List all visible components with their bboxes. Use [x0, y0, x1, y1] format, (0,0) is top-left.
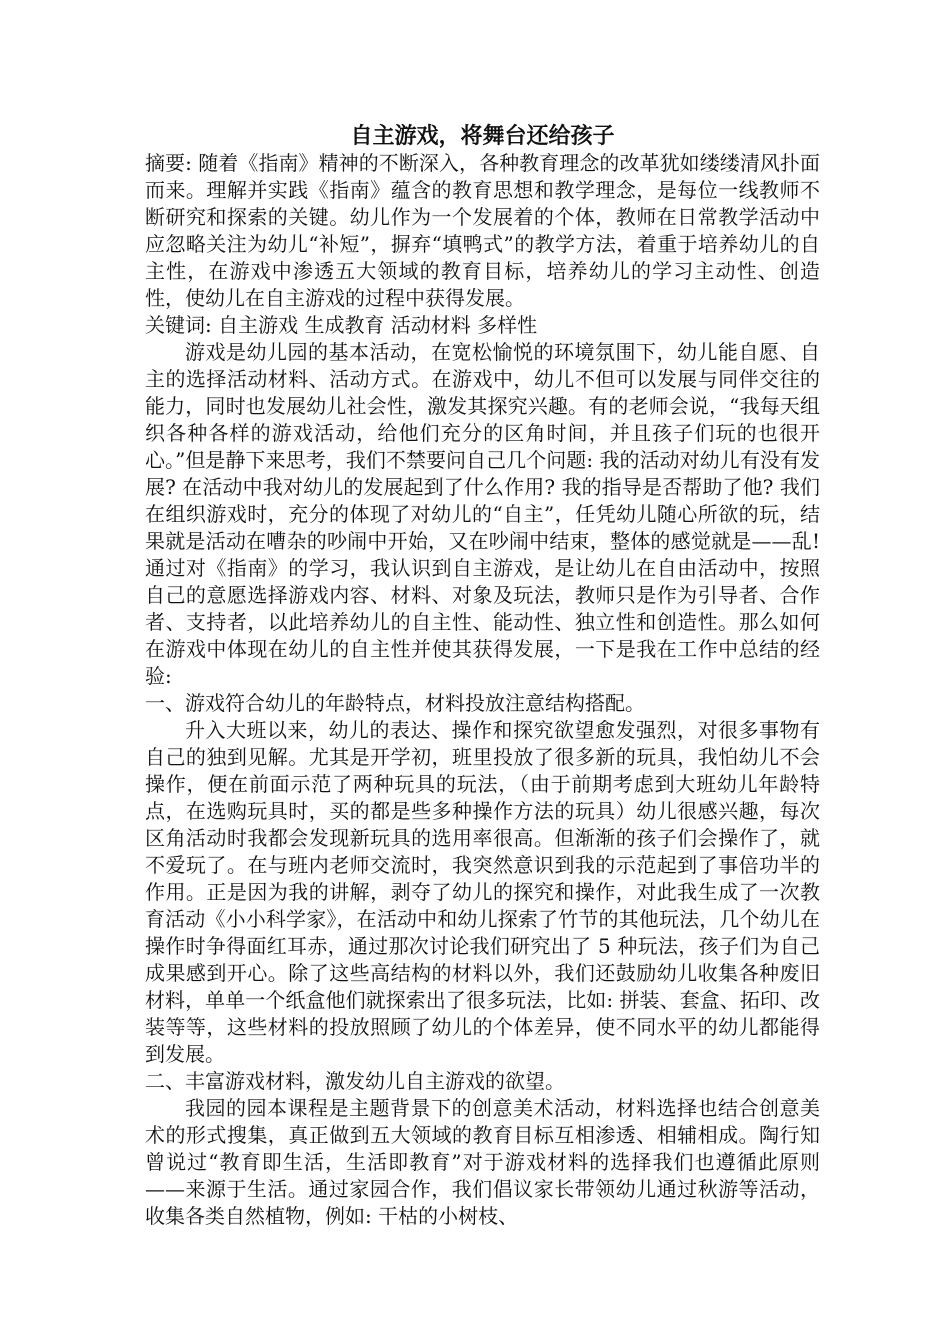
section-2-paragraph: 我园的园本课程是主题背景下的创意美术活动，材料选择也结合创意美术的形式搜集，真正做到五大领域的教育目标互相渗透、相辅相成。陶行知曾说过“教育即生活，生活即教育”对于游戏材料的选择我们也遵循此原则——来源于生活。通过家园合作，我们倡议家长带领幼儿通过秋游等活动，收集各类自然植物，例如: 干枯的小树枝、	[145, 1096, 820, 1228]
document-title: 自主游戏，将舞台还给孩子	[350, 123, 615, 149]
intro-paragraph: 游戏是幼儿园的基本活动，在宽松愉悦的环境氛围下，幼儿能自愿、自主的选择活动材料、活动方式。在游戏中，幼儿不但可以发展与同伴交往的能力，同时也发展幼儿社会性，激发其探究兴趣。有的老师会说，“我每天组织各种各样的游戏活动，给他们充分的区角时间，并且孩子们玩的也很开心。”但是静下来思考，我们不禁要问自己几个问题: 我的活动对幼儿有没有发展? 在活动中我对幼儿的发展起到了什么作用? 我的指导是否帮助了他? 我们在组织游戏时，充分的体现了对幼儿的“自主”，任凭幼儿随心所欲的玩，结果就是活动在嘈杂的吵闹中开始，又在吵闹中结束，整体的感觉就是——乱! 通过对《指南》的学习，我认识到自主游戏，是让幼儿在自由活动中，按照自己的意愿选择游戏内容、材料、对象及玩法，教师只是作为引导者、合作者、支持者，以此培养幼儿的自主性、能动性、独立性和创造性。那么如何在游戏中体现在幼儿的自主性并使其获得发展，一下是我在工作中总结的经验:	[145, 340, 820, 688]
section-2-heading: 二、丰富游戏材料，激发幼儿自主游戏的欲望。	[145, 1069, 565, 1093]
document-page	[145, 122, 820, 1230]
section-1-paragraph: 升入大班以来，幼儿的表达、操作和探究欲望愈发强烈，对很多事物有自己的独到见解。尤其是开学初，班里投放了很多新的玩具，我怕幼儿不会操作，便在前面示范了两种玩具的玩法，（由于前期考虑到大班幼儿年龄特点，在选购玩具时，买的都是些多种操作方法的玩具）幼儿很感兴趣，每次区角活动时我都会发现新玩具的选用率很高。但渐渐的孩子们会操作了，就不爱玩了。在与班内老师交流时，我突然意识到我的示范起到了事倍功半的作用。正是因为我的讲解，剥夺了幼儿的探究和操作，对此我生成了一次教育活动《小小科学家》，在活动中和幼儿探索了竹节的其他玩法，几个幼儿在操作时争得面红耳赤，通过那次讨论我们研究出了 5 种玩法，孩子们为自己成果感到开心。除了这些高结构的材料以外，我们还鼓励幼儿收集各种废旧材料，单单一个纸盒他们就探索出了很多玩法，比如: 拼装、套盒、拓印、改装等等，这些材料的投放照顾了幼儿的个体差异，使不同水平的幼儿都能得到发展。	[145, 718, 820, 1066]
keywords-line: 关键词: 自主游戏 生成教育 活动材料 多样性	[145, 313, 538, 337]
section-1-heading: 一、游戏符合幼儿的年龄特点，材料投放注意结构搭配。	[145, 691, 645, 715]
abstract-paragraph: 摘要: 随着《指南》精神的不断深入，各种教育理念的改革犹如缕缕清风扑面而来。理解并实践《指南》蕴含的教育思想和教学理念，是每位一线教师不断研究和探索的关键。幼儿作为一个发展着的个体，教师在日常教学活动中应忽略关注为幼儿“补短”，摒弃“填鸭式”的教学方法，着重于培养幼儿的自主性，在游戏中渗透五大领域的教育目标，培养幼儿的学习主动性、创造性，使幼儿在自主游戏的过程中获得发展。	[145, 151, 820, 310]
